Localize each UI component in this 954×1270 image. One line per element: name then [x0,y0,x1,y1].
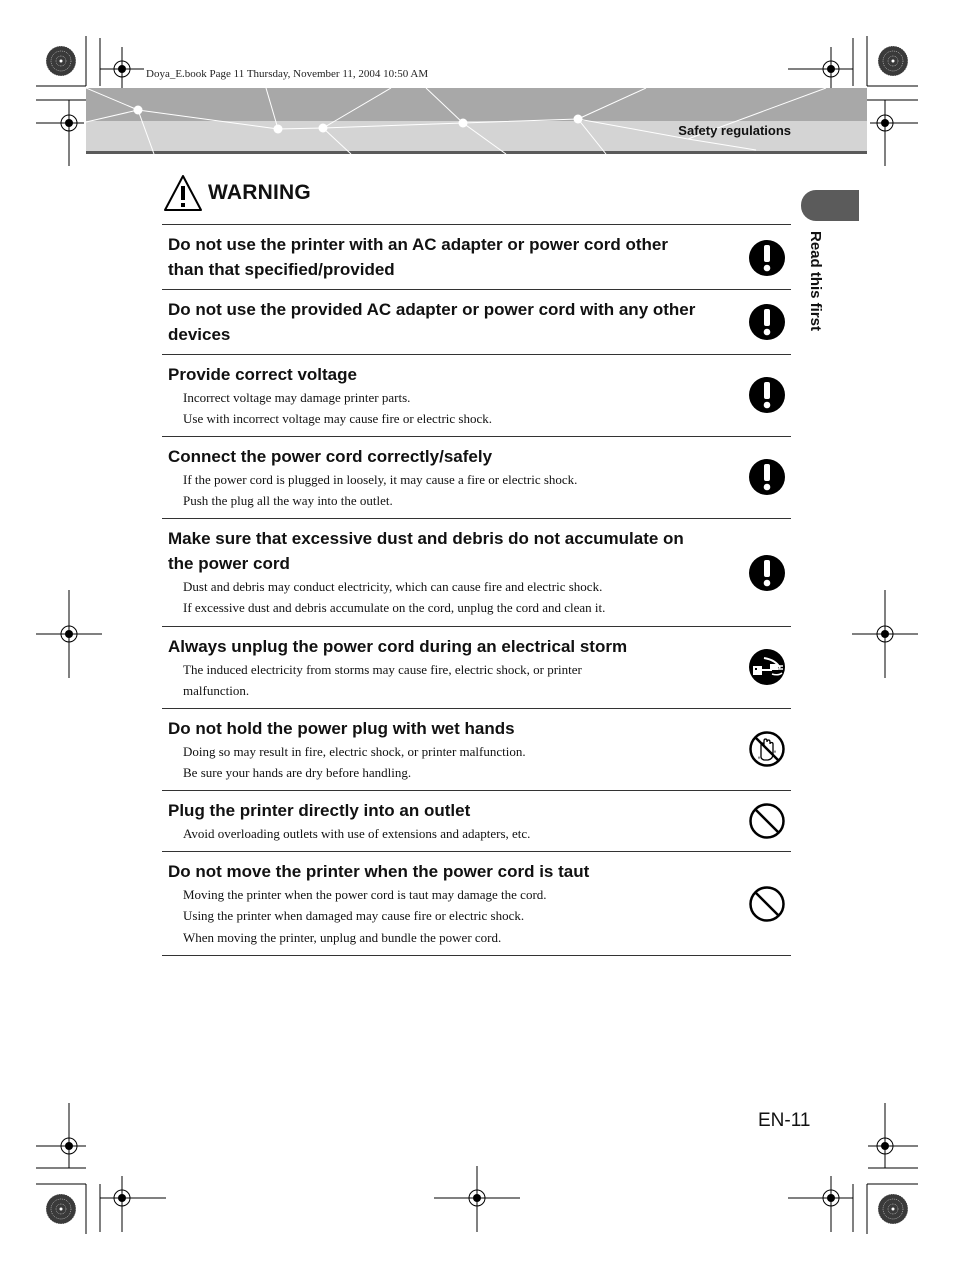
exclamation-icon [748,303,786,341]
header-banner [86,88,867,154]
warning-item [162,225,791,290]
item-title: Connect the power cord correctly/safely [168,447,493,466]
item-line: Using the printer when damaged may cause fire or electric shock. [183,908,525,924]
item-title: Provide correct voltage [168,365,357,384]
warning-item [162,791,791,852]
item-line: Incorrect voltage may damage printer parts. [183,390,411,405]
exclamation-icon [748,458,786,496]
item-line: Be sure your hands are dry before handling. [183,765,412,781]
page-number: EN-11 [758,1110,811,1131]
warning-item [162,627,791,709]
warning-item [162,709,791,791]
item-title: Do not use the printer with an AC adapter or power cord other than that specified/provided [168,235,668,279]
item-line: If the power cord is plugged in loosely, it may cause a fire or electric shock. [183,472,578,487]
item-line: The induced electricity from storms may cause fire, electric shock, or printer malfunction. [183,662,582,699]
item-title: Make sure that excessive dust and debris do not accumulate on the power cord [168,529,684,573]
exclamation-icon [748,376,786,414]
item-line: Dust and debris may conduct electricity, which can cause fire and electric shock. [183,579,603,594]
warning-item [162,519,791,627]
item-line: If excessive dust and debris accumulate on the cord, unplug the cord and clean it. [183,600,606,616]
section-label: Safety regulations [678,123,791,138]
item-title: Always unplug the power cord during an electrical storm [168,637,628,656]
item-line: Avoid overloading outlets with use of extensions and adapters, etc. [183,826,531,841]
unplug-icon [748,648,786,686]
warning-triangle-icon [163,174,203,212]
file-header: Doya_E.book Page 11 Thursday, November 11, 2004 10:50 AM [146,68,429,80]
item-line: Doing so may result in fire, electric shock, or printer malfunction. [183,744,526,759]
exclamation-icon [748,239,786,277]
item-title: Plug the printer directly into an outlet [168,801,471,820]
warning-heading [163,174,311,212]
item-line: Push the plug all the way into the outlet. [183,493,393,509]
warning-item [162,355,791,437]
no-wet-hands-icon [748,730,786,768]
item-line: When moving the printer, unplug and bundle the power cord. [183,929,502,945]
item-line: Moving the printer when the power cord is taut may damage the cord. [183,887,547,902]
chapter-label: Read this first [807,231,824,332]
exclamation-icon [748,554,786,592]
warning-item [162,437,791,519]
item-line: Use with incorrect voltage may cause fire or electric shock. [183,411,492,427]
item-title: Do not use the provided AC adapter or power cord with any other devices [168,300,696,344]
warning-item [162,852,791,956]
item-title: Do not hold the power plug with wet hands [168,719,515,738]
warning-item [162,290,791,355]
item-title: Do not move the printer when the power cord is taut [168,862,590,881]
warning-list [162,224,791,956]
warning-title: WARNING [208,181,311,204]
chapter-tab [801,190,859,221]
prohibited-icon [748,885,786,923]
prohibited-icon [748,802,786,840]
